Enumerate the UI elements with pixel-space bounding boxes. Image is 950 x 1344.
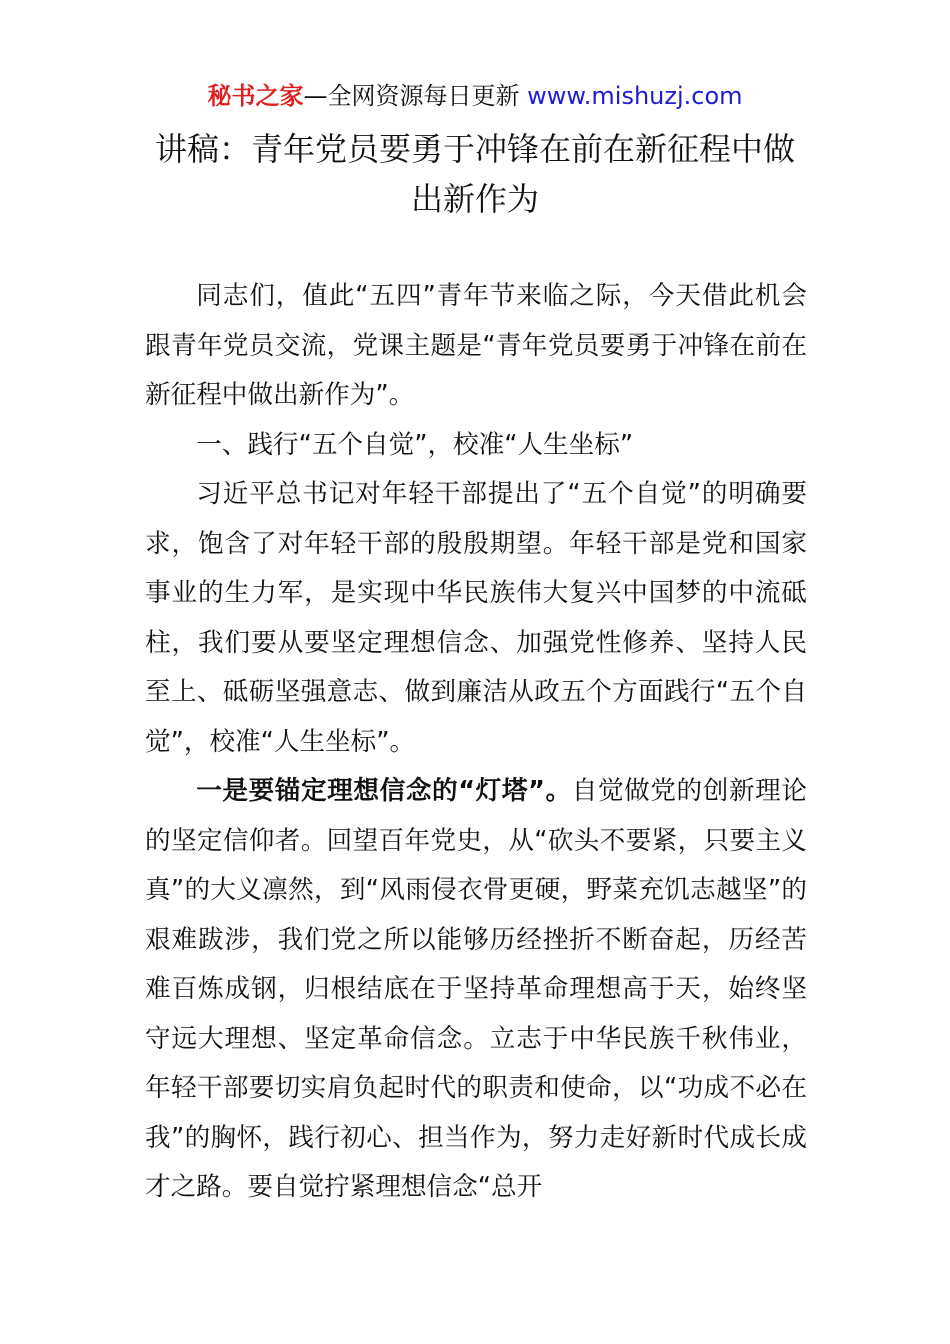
paragraph-ideals-text: 自觉做党的创新理论的坚定信仰者。回望百年党史，从“砍头不要紧，只要主义真”的大义凛然，到“风雨侵衣骨更硬，野菜充饥志越坚”的艰难跋涉，我们党之所以能够历经挫折不断奋起，历经苦难百炼成钢，归根结底在于坚持革命理想高于天，始终坚守远大理想、坚定革命信念。立志于中华民族千秋伟业，年轻干部要切实肩负起时代的职责和使命，以“功成不必在我”的胸怀，践行初心、担当作为，努力走好新时代成长成才之路。要自觉拧紧理想信念“总开	[145, 776, 807, 1202]
site-header	[0, 80, 950, 112]
paragraph-intro: 同志们，值此“五四”青年节来临之际，今天借此机会跟青年党员交流，党课主题是“青年党员要勇于冲锋在前在新征程中做出新作为”。	[145, 281, 807, 410]
section-heading: 一、践行“五个自觉”，校准“人生坐标”	[196, 429, 634, 460]
paragraph-five-consciousness: 习近平总书记对年轻干部提出了“五个自觉”的明确要求，饱含了对年轻干部的殷殷期望。年轻干部是党和国家事业的生力军，是实现中华民族伟大复兴中国梦的中流砥柱，我们要从要坚定理想信念、加强党性修养、坚持人民至上、砥砺坚强意志、做到廉洁从政五个方面践行“五个自觉”，校准“人生坐标”。	[145, 479, 807, 757]
site-url-link[interactable]: www.mishuzj.com	[527, 82, 743, 110]
document-title: 讲稿：青年党员要勇于冲锋在前在新征程中做出新作为	[154, 130, 795, 218]
document-body	[145, 272, 807, 1213]
brand-name: 秘书之家	[207, 82, 304, 110]
header-tagline: —全网资源每日更新	[303, 82, 520, 110]
paragraph-lead-bold: 一是要锚定理想信念的“灯塔”。	[196, 776, 572, 806]
paragraph-ideals	[145, 767, 807, 1213]
